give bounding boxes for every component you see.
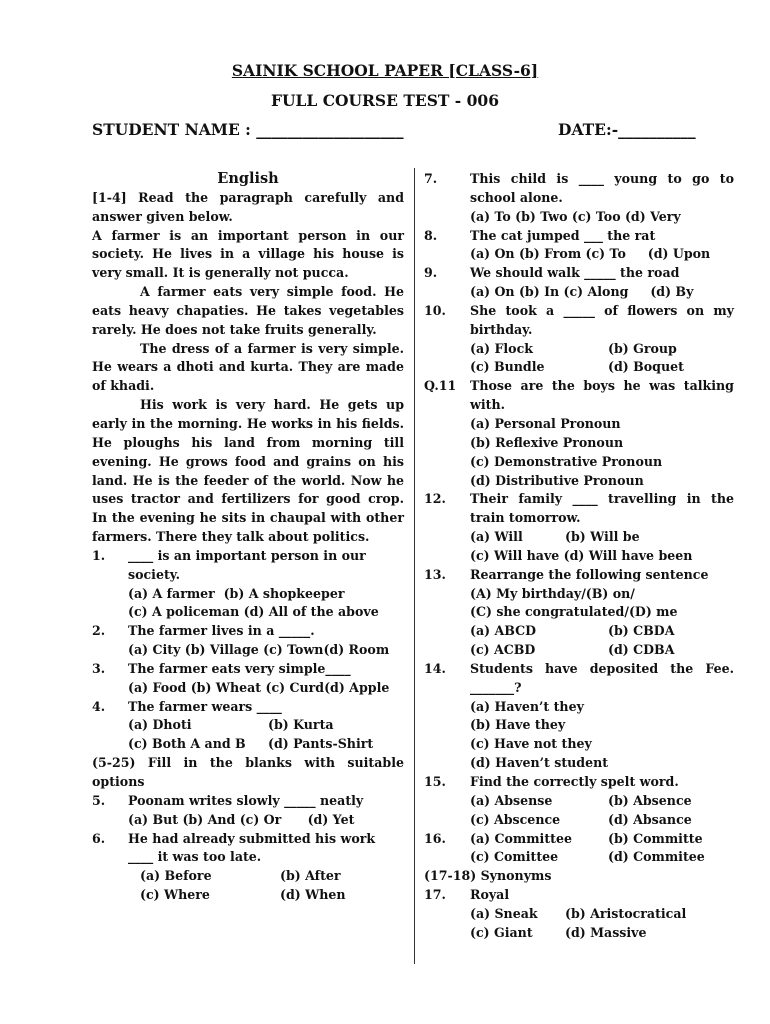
option[interactable]: (b) Have they (470, 717, 566, 733)
question-number: 1. (92, 547, 106, 563)
option[interactable]: (a) But (b) And (c) Or (d) Yet (128, 811, 355, 827)
question-number: 15. (424, 774, 446, 789)
question-number: 17. (424, 887, 446, 903)
option[interactable]: (a) Personal Pronoun (470, 415, 621, 431)
option[interactable]: (a) Food (b) Wheat (c) Curd(d) Apple (128, 679, 390, 695)
option[interactable]: (b) Absence (608, 792, 692, 808)
passage-paragraph: His work is very hard. He gets up early in the morning. He works in his fields. He ploughs his land from morning till evening. He grows food and grains on his land. He is the feeder of the world. Now he uses tractor and fertilizers for good crop. In the evening he sits in chaupal with other farmers. There they talk about politics. (92, 397, 404, 545)
question-1 (92, 547, 404, 585)
question-16 (424, 830, 734, 868)
instruction: [1-4] Read the paragraph carefully and answer given below. (92, 189, 404, 224)
question-text: Royal (470, 887, 510, 903)
option[interactable]: (a) On (b) From (c) To (d) Upon (470, 246, 711, 262)
question-2 (92, 622, 404, 641)
question-text: Find the correctly spelt word. (470, 774, 679, 789)
question-text: Students have deposited the Fee. _______? (470, 660, 734, 695)
question-text: The cat jumped ___ the rat (470, 227, 656, 243)
option[interactable]: (d) When (280, 887, 346, 903)
passage-paragraph: A farmer is an important person in our society. He lives in a village his house is very small. It is generally not pucca. (92, 227, 404, 281)
question-number: Q.11 (424, 378, 457, 394)
option[interactable]: (d) Distributive Pronoun (470, 472, 644, 488)
option[interactable]: (d) CDBA (608, 642, 675, 658)
option[interactable]: (c) Will have (d) Will have been (470, 547, 693, 563)
question-text: He had already submitted his work ____ it was too late. (128, 830, 376, 865)
option[interactable]: (d) Haven’t student (470, 755, 609, 771)
option[interactable]: (b) CBDA (608, 623, 675, 639)
option[interactable]: (a) On (b) In (c) Along (d) By (470, 284, 694, 300)
question-number: 2. (92, 623, 106, 639)
question-number: 9. (424, 265, 438, 281)
question-12-options (424, 528, 734, 566)
question-text: This child is ____ young to go to school alone. (470, 171, 734, 205)
date-field[interactable]: DATE:-__________ (558, 120, 696, 139)
question-number: 16. (424, 830, 446, 846)
question-number: 13. (424, 566, 446, 582)
question-number: 4. (92, 698, 106, 714)
option[interactable]: (d) Boquet (608, 359, 684, 375)
option[interactable]: (b) Aristocratical (565, 905, 687, 921)
question-number: 10. (424, 302, 446, 318)
question-4 (92, 698, 404, 717)
question-6-options (92, 867, 404, 905)
question-13 (424, 566, 734, 585)
option[interactable]: (a) Committee (470, 830, 572, 846)
option[interactable]: (c) Demonstrative Pronoun (470, 453, 663, 469)
question-11 (424, 377, 734, 415)
option[interactable]: (a) Before (140, 868, 212, 884)
option[interactable]: (c) Giant (470, 924, 533, 940)
question-number: 12. (424, 491, 446, 507)
sentence-part: (C) she congratulated/(D) me (470, 604, 678, 620)
question-12 (424, 490, 734, 528)
option[interactable]: (c) ACBD (470, 642, 536, 658)
question-8 (424, 227, 734, 246)
option[interactable]: (a) A farmer (128, 585, 215, 601)
question-4-options (92, 716, 404, 754)
question-16-options (470, 830, 734, 868)
question-number: 7. (424, 171, 438, 186)
passage-paragraph: The dress of a farmer is very simple. He wears a dhoti and kurta. They are made of khadi. (92, 340, 404, 394)
question-6 (92, 830, 404, 868)
option[interactable]: (a) Will (470, 529, 523, 545)
question-text: We should walk _____ the road (470, 265, 680, 281)
right-column (424, 170, 734, 943)
option[interactable]: (b) Reflexive Pronoun (470, 434, 624, 450)
option[interactable]: (d) Pants-Shirt (268, 736, 374, 752)
option[interactable]: (c) Comittee (470, 849, 559, 865)
question-13-options (424, 585, 734, 660)
option[interactable]: (c) Have not they (470, 736, 592, 752)
fill-blanks-heading: (5-25) Fill in the blanks with suitable options (92, 755, 404, 789)
question-5 (92, 792, 404, 811)
column-divider (414, 168, 415, 964)
student-info-row (92, 120, 716, 142)
sentence-part: (A) My birthday/(B) on/ (470, 585, 635, 601)
question-text: The farmer eats very simple____ (128, 660, 351, 676)
option[interactable]: (b) Kurta (268, 717, 334, 733)
option[interactable]: (c) Bundle (470, 359, 545, 375)
test-name: FULL COURSE TEST - 006 (270, 91, 499, 110)
question-9 (424, 264, 734, 283)
question-text: She took a _____ of flowers on my birthday. (470, 302, 734, 337)
option[interactable]: (c) Both A and B (128, 736, 246, 752)
option[interactable]: (d) Absance (608, 811, 692, 827)
option[interactable]: (b) Committe (608, 830, 703, 846)
option[interactable]: (a) Absense (470, 792, 553, 808)
question-number: 5. (92, 792, 106, 808)
question-17 (424, 886, 734, 905)
option[interactable]: (a) ABCD (470, 623, 537, 639)
question-number: 3. (92, 660, 106, 676)
option[interactable]: (a) Flock (470, 340, 533, 356)
option[interactable]: (b) After (280, 868, 341, 884)
question-1-options (92, 585, 404, 623)
left-column (92, 170, 404, 905)
question-11-options (424, 415, 734, 490)
option[interactable]: (b) A shopkeeper (223, 585, 345, 601)
option[interactable]: (a) To (b) Two (c) Too (d) Very (470, 208, 681, 224)
question-text: Their family ____ travelling in the train tomorrow. (470, 491, 734, 526)
question-14-options (424, 698, 734, 773)
question-number: 6. (92, 830, 106, 846)
question-number: 14. (424, 660, 446, 676)
question-10 (424, 302, 734, 340)
question-15 (424, 773, 734, 792)
question-text: The farmer wears ____ (128, 698, 282, 714)
question-14 (424, 660, 734, 698)
question-text: ____ is an important person in our society. (128, 547, 366, 582)
section-title: English (217, 170, 279, 187)
paper-title: SAINIK SCHOOL PAPER [CLASS-6] (231, 61, 539, 80)
question-text: Rearrange the following sentence (470, 566, 709, 582)
question-15-options (424, 792, 734, 830)
student-name-field[interactable]: STUDENT NAME : ___________________ (92, 120, 404, 139)
option[interactable]: (b) Group (608, 340, 677, 356)
question-text: The farmer lives in a _____. (128, 623, 315, 639)
question-10-options (424, 340, 734, 378)
option[interactable]: (a) Sneak (470, 905, 538, 921)
option[interactable]: (a) Dhoti (128, 717, 192, 733)
option[interactable]: (b) Will be (565, 529, 640, 545)
question-text: Poonam writes slowly _____ neatly (128, 792, 364, 808)
option[interactable]: (d) Commitee (608, 849, 705, 865)
question-text: Those are the boys he was talking with. (470, 378, 734, 413)
option[interactable]: (c) Abscence (470, 811, 561, 827)
question-3 (92, 660, 404, 679)
question-7 (424, 170, 734, 208)
option[interactable]: (d) Massive (565, 924, 647, 940)
option[interactable]: (a) City (b) Village (c) Town(d) Room (128, 642, 390, 658)
synonyms-heading: (17-18) Synonyms (424, 868, 552, 884)
option[interactable]: (a) Haven’t they (470, 698, 584, 714)
option[interactable]: (c) A policeman (d) All of the above (128, 604, 379, 620)
question-number: 8. (424, 227, 438, 243)
passage-paragraph: A farmer eats very simple food. He eats heavy chapaties. He takes vegetables rarely. He does not take fruits generally. (92, 284, 404, 337)
option[interactable]: (c) Where (140, 887, 210, 903)
question-17-options (424, 905, 734, 943)
